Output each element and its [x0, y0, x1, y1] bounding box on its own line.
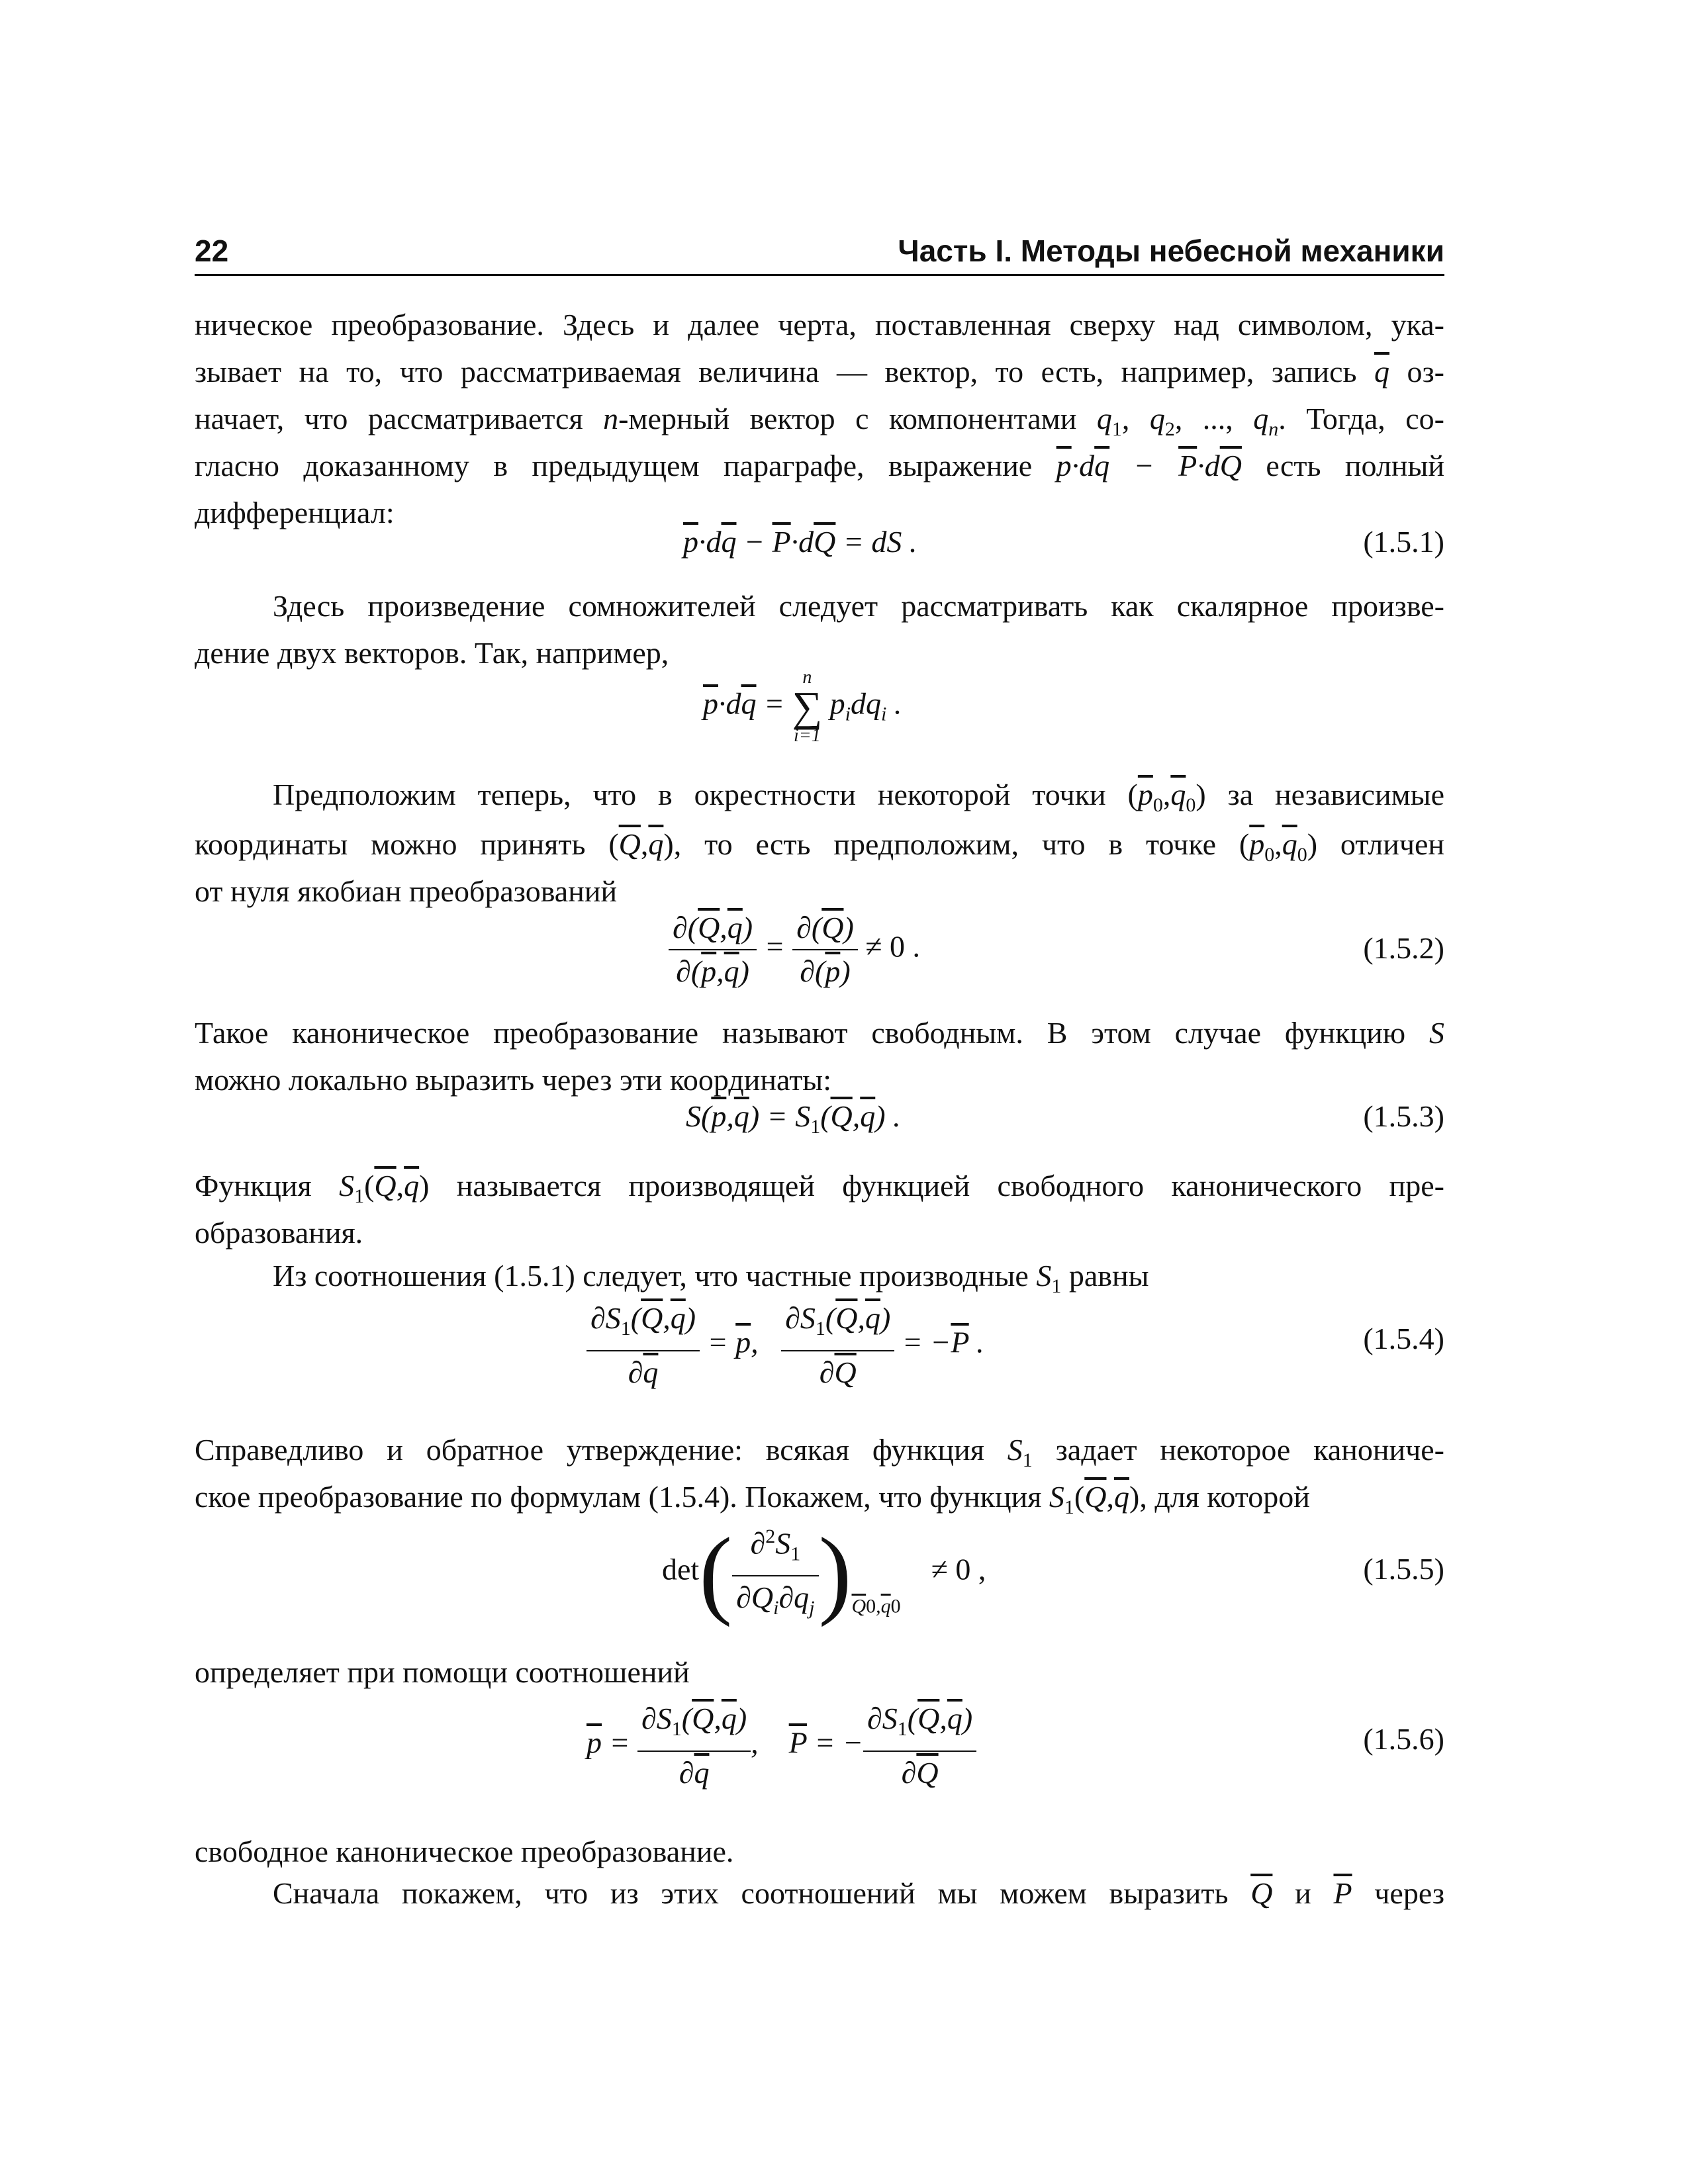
paragraph-3-line-1: Предположим теперь, что в окрестности некоторой точки $(\overline{p}_0,\overline{q}_0)$ за независимые [273, 778, 1445, 816]
paragraph-5-line-3: Из соотношения (1.5.1) следует, что частные производные $S_1$ равны [273, 1259, 1149, 1297]
paragraph-8-line-1: свободное каноническое преобразование. [195, 1835, 734, 1868]
paragraph-3-line-3: от нуля якобиан преобразований [195, 874, 618, 908]
paragraph-8-line-2: Сначала покажем, что из этих соотношений мы можем выразить $\overline{Q}$ и $\overline{P}$ через [273, 1876, 1444, 1910]
paragraph-3-line-2: координаты можно принять $(\overline{Q},\overline{q})$, то есть предположим, что в точке $(\overline{p}_0,\overline{q}_0)$ отличен [195, 827, 1445, 866]
running-title: Часть I. Методы небесной механики [898, 234, 1444, 268]
equation-number: (1.5.6) [1363, 1722, 1444, 1756]
paragraph-1-line-5: дифференциал: [195, 496, 395, 529]
paragraph-1-line-2: зывает на то, что рассматриваемая величина — вектор, то есть, например, запись $\overline{q}$ оз- [195, 355, 1444, 388]
page-header [195, 233, 1444, 276]
equation-number: (1.5.1) [1363, 525, 1444, 559]
equation-number: (1.5.5) [1363, 1552, 1444, 1586]
paragraph-2-line-2: дение двух векторов. Так, например, [195, 636, 669, 670]
page-number: 22 [195, 234, 229, 268]
equation-number: (1.5.2) [1363, 931, 1444, 965]
paragraph-1-line-1: ническое преобразование. Здесь и далее черта, поставленная сверху над символом, ука- [195, 308, 1444, 341]
equation-number: (1.5.3) [1363, 1099, 1444, 1133]
paragraph-1-line-4: гласно доказанному в предыдущем параграфе, выражение $\overline{p}\cdot d\overline{q} - \overline{P}\cdot d\overline{Q}$ есть полный [195, 449, 1445, 482]
paragraph-1-line-3: начает, что рассматривается n-мерный вектор с компонентами $q_1$, $q_2$, ..., $q_n$. Тогда, со- [195, 402, 1445, 440]
paragraph-7-line-1: определяет при помощи соотношений [195, 1655, 690, 1689]
paragraph-6-line-2: ское преобразование по формулам (1.5.4). Покажем, что функция $S_1(\overline{Q},\overline{q})$, для которой [195, 1480, 1310, 1518]
paragraph-2-line-1: Здесь произведение сомножителей следует рассматривать как скалярное произве- [273, 589, 1444, 623]
equation-number: (1.5.4) [1363, 1322, 1444, 1355]
paragraph-5-line-2: образования. [195, 1216, 363, 1250]
paragraph-4-line-1: Такое каноническое преобразование называют свободным. В этом случае функцию S [195, 1016, 1444, 1050]
paragraph-4-line-2: можно локально выразить через эти координаты: [195, 1063, 831, 1097]
paragraph-5-line-1: Функция $S_1(\overline{Q},\overline{q})$ называется производящей функцией свободного канонического пре- [195, 1169, 1445, 1207]
paragraph-6-line-1: Справедливо и обратное утверждение: всякая функция $S_1$ задает некоторое канониче- [195, 1433, 1444, 1471]
